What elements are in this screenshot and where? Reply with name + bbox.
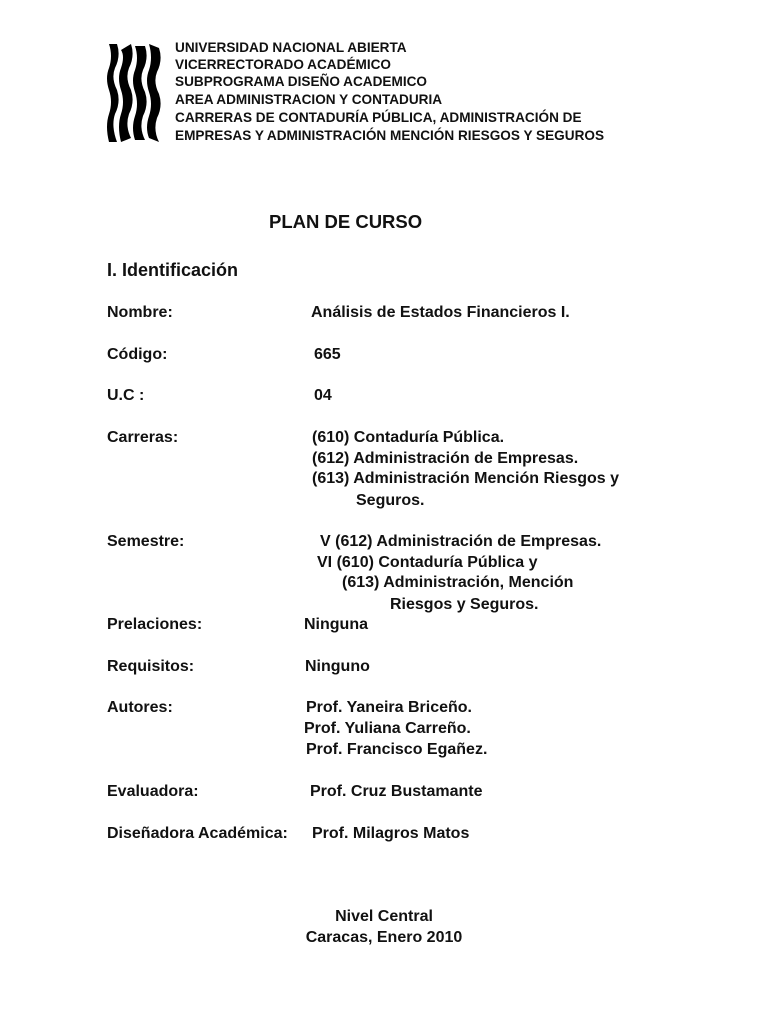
header-line-carreras-2: EMPRESAS Y ADMINISTRACIÓN MENCIÓN RIESGOS Y SEGUROS xyxy=(175,128,605,143)
carreras-label: Carreras: xyxy=(107,429,179,446)
header-line-subprograma: SUBPROGRAMA DISEÑO ACADEMICO xyxy=(175,74,427,89)
uc-value: 04 xyxy=(314,387,332,404)
prelaciones-value: Ninguna xyxy=(304,616,368,633)
header-line-vicerrectorado: VICERRECTORADO ACADÉMICO xyxy=(175,57,391,72)
prelaciones-label: Prelaciones: xyxy=(107,616,203,633)
semestre-line-1: V (612) Administración de Empresas. xyxy=(320,533,602,550)
semestre-line-3: (613) Administración, Mención xyxy=(342,574,574,591)
autores-line-3: Prof. Francisco Egañez. xyxy=(306,741,488,758)
autores-line-1: Prof. Yaneira Briceño. xyxy=(306,699,472,716)
evaluadora-value: Prof. Cruz Bustamante xyxy=(310,783,483,800)
header-line-area: AREA ADMINISTRACION Y CONTADURIA xyxy=(175,92,443,107)
footer-nivel: Nivel Central xyxy=(335,908,433,925)
requisitos-label: Requisitos: xyxy=(107,658,195,675)
carreras-line-4: Seguros. xyxy=(356,492,425,509)
carreras-line-3: (613) Administración Mención Riesgos y xyxy=(312,470,620,487)
requisitos-value: Ninguno xyxy=(305,658,370,675)
university-logo-icon xyxy=(107,42,165,144)
nombre-label: Nombre: xyxy=(107,304,173,321)
autores-line-2: Prof. Yuliana Carreño. xyxy=(304,720,471,737)
disenadora-label: Diseñadora Académica: xyxy=(107,825,288,842)
document-title: PLAN DE CURSO xyxy=(269,211,423,232)
semestre-line-4: Riesgos y Seguros. xyxy=(390,596,539,613)
codigo-label: Código: xyxy=(107,346,168,363)
carreras-line-2: (612) Administración de Empresas. xyxy=(312,450,579,467)
carreras-line-1: (610) Contaduría Pública. xyxy=(312,429,505,446)
nombre-value: Análisis de Estados Financieros I. xyxy=(311,304,570,321)
evaluadora-label: Evaluadora: xyxy=(107,783,199,800)
header-line-carreras-1: CARRERAS DE CONTADURÍA PÚBLICA, ADMINISTRACIÓN DE xyxy=(175,110,582,125)
header-line-university: UNIVERSIDAD NACIONAL ABIERTA xyxy=(175,40,407,55)
codigo-value: 665 xyxy=(314,346,341,363)
semestre-label: Semestre: xyxy=(107,533,185,550)
uc-label: U.C : xyxy=(107,387,145,404)
semestre-line-2: VI (610) Contaduría Pública y xyxy=(317,554,538,571)
disenadora-value: Prof. Milagros Matos xyxy=(312,825,470,842)
autores-label: Autores: xyxy=(107,699,173,716)
section-title: I. Identificación xyxy=(107,260,239,280)
footer-place-date: Caracas, Enero 2010 xyxy=(305,929,463,946)
